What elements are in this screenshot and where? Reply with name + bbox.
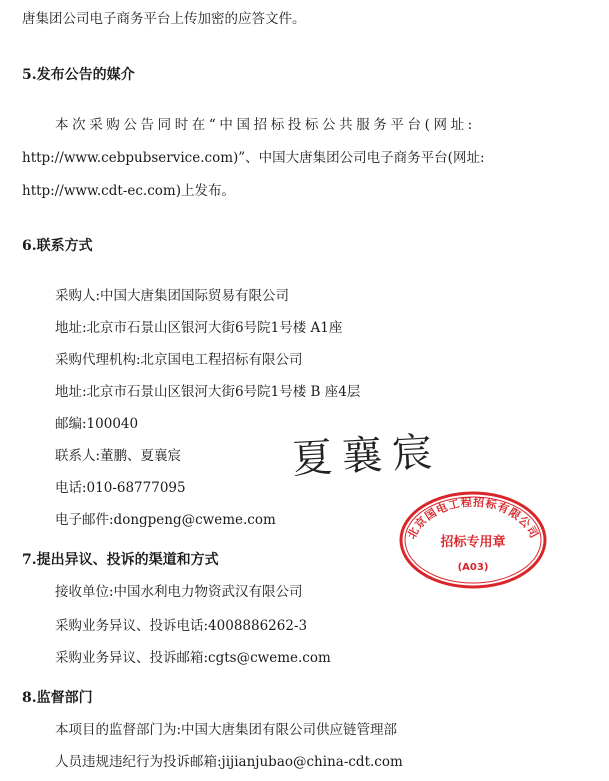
- text-line: 本次采购公告同时在“中国招标投标公共服务平台(网址:: [55, 117, 476, 133]
- text-line: 地址:北京市石景山区银河大街6号院1号楼 B 座4层: [55, 384, 361, 400]
- text-line: 唐集团公司电子商务平台上传加密的应答文件。: [22, 11, 306, 27]
- text-line: 采购业务异议、投诉邮箱:cgts@cweme.com: [55, 650, 331, 666]
- text-line: 联系人:董鹏、夏襄宸: [55, 448, 182, 464]
- text-line: 采购代理机构:北京国电工程招标有限公司: [55, 352, 303, 368]
- section-heading-contact: 6.联系方式: [22, 238, 93, 254]
- company-seal: [398, 490, 548, 590]
- section-heading-complaint: 7.提出异议、投诉的渠道和方式: [22, 552, 219, 568]
- text-line: 采购人:中国大唐集团国际贸易有限公司: [55, 288, 290, 304]
- text-line: 地址:北京市石景山区银河大街6号院1号楼 A1座: [55, 320, 343, 336]
- text-line: 电子邮件:dongpeng@cweme.com: [55, 512, 276, 528]
- section-heading-supervision: 8.监督部门: [22, 690, 93, 706]
- seal-center-text: 招标专用章: [440, 535, 506, 550]
- text-line: 本项目的监督部门为:中国大唐集团有限公司供应链管理部: [55, 722, 398, 738]
- text-line: http://www.cebpubservice.com)”、中国大唐集团公司电子商务平台(网址:: [22, 150, 485, 166]
- text-line: http://www.cdt-ec.com)上发布。: [22, 183, 235, 199]
- text-line: 电话:010-68777095: [55, 480, 186, 496]
- handwritten-signature: 夏襄宸: [291, 429, 444, 483]
- text-line: 采购业务异议、投诉电话:4008886262-3: [55, 618, 308, 634]
- text-line: 邮编:100040: [55, 416, 139, 432]
- section-heading-media: 5.发布公告的媒介: [22, 67, 135, 83]
- text-line: 人员违规违纪行为投诉邮箱:jijianjubao@china-cdt.com: [55, 754, 403, 770]
- text-line: 接收单位:中国水利电力物资武汉有限公司: [55, 584, 303, 600]
- seal-ring-text: 北京国电工程招标有限公司: [404, 495, 542, 542]
- seal-code: (A03): [457, 562, 489, 573]
